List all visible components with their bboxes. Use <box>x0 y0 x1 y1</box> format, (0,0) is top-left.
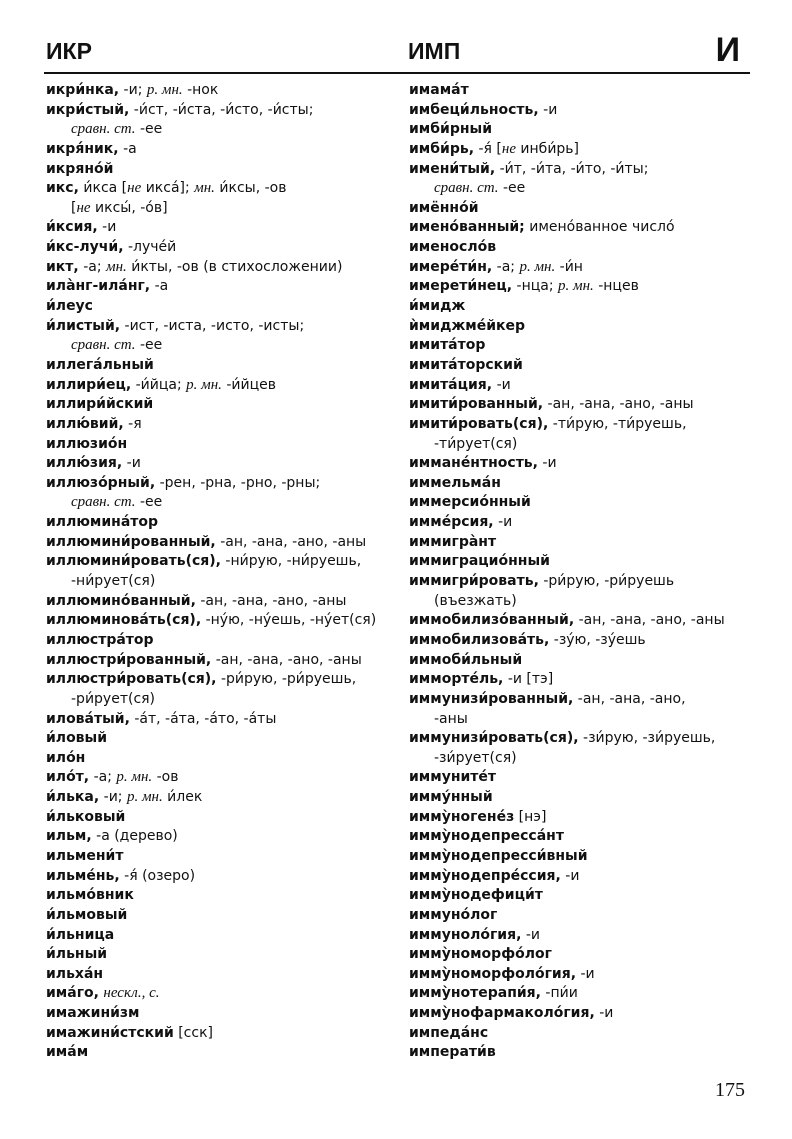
entry-line <box>409 199 725 219</box>
entry-line <box>46 356 376 376</box>
grammar-label: мн. <box>194 180 215 197</box>
entry-line <box>409 258 725 278</box>
entry-line <box>409 847 725 867</box>
headword: и́льница <box>46 926 115 943</box>
entry-text: -и́йца; <box>131 376 187 393</box>
entry-line <box>46 592 376 612</box>
entry-text: -ее <box>135 121 163 138</box>
entry-text: -и <box>521 926 541 943</box>
entry-line <box>46 297 376 317</box>
entry-line <box>409 101 725 121</box>
entry-line <box>409 670 725 690</box>
entry-line <box>409 395 725 415</box>
entry-continuation-line <box>46 493 376 513</box>
entry-text: -и́н <box>555 258 583 275</box>
entry-line <box>409 631 725 651</box>
entry-line <box>46 631 376 651</box>
grammar-label: сравн. ст. <box>71 121 136 138</box>
entry-line <box>46 101 376 121</box>
entry-line <box>46 218 376 238</box>
entry-line <box>409 474 725 494</box>
grammar-label: не <box>501 140 516 157</box>
entry-text: -я́ (озеро) <box>119 867 196 884</box>
entry-line <box>409 1024 725 1044</box>
headword: имено́ванный; <box>409 219 525 236</box>
headword: ильм, <box>46 828 92 845</box>
entry-continuation-line <box>409 179 725 199</box>
entry-text: -а; <box>492 258 520 275</box>
headword: и́листый, <box>46 317 121 334</box>
headword: иммуните́т <box>409 769 497 786</box>
entry-continuation-line <box>46 199 376 219</box>
grammar-label: сравн. ст. <box>434 180 499 197</box>
headword: и́ловый <box>46 730 108 747</box>
entry-text: -ну́ю, -ну́ешь, -ну́ет(ся) <box>201 612 377 629</box>
headword: импеда́нс <box>409 1024 489 1041</box>
headword: иллюзио́н <box>46 435 128 452</box>
headword: имита́тор <box>409 337 486 354</box>
entry-line <box>46 238 376 258</box>
entry-text: -ри́рую, -ри́руешь, <box>216 671 357 688</box>
headword: ильме́нь, <box>46 867 120 884</box>
headword: иллюмини́ровать(ся), <box>46 553 221 570</box>
entry-continuation-line <box>409 592 725 612</box>
entry-text: -ни́рую, -ни́руешь, <box>220 553 362 570</box>
headword: иллюмино́ванный, <box>46 592 196 609</box>
entry-line <box>409 317 725 337</box>
entry-line <box>409 651 725 671</box>
entry-line <box>409 277 725 297</box>
entry-text: [ <box>71 199 77 216</box>
entry-line <box>46 435 376 455</box>
headword: иллири́йский <box>46 396 154 413</box>
headword: иммиграцио́нный <box>409 553 550 570</box>
entry-line <box>409 572 725 592</box>
entry-line <box>409 493 725 513</box>
headword: иммунизи́рованный, <box>409 690 574 707</box>
headword: и́мидж <box>409 298 466 315</box>
entry-continuation-line <box>46 572 376 592</box>
headword: икри́стый, <box>46 101 130 118</box>
headword: иллюзо́рный, <box>46 474 156 491</box>
entry-line <box>409 1004 725 1024</box>
entry-line <box>409 768 725 788</box>
entry-text: -зи́рую, -зи́руешь, <box>578 730 716 747</box>
entry-line <box>409 611 725 631</box>
entry-text: -ан, -ана, -ано, -аны <box>211 651 362 668</box>
entry-line <box>409 376 725 396</box>
headword: иммобилизо́ванный, <box>409 612 575 629</box>
entry-text: -зу́ю, -зу́ешь <box>549 631 646 648</box>
entry-text: -аны <box>434 710 468 727</box>
entry-line <box>409 808 725 828</box>
grammar-label: сравн. ст. <box>71 494 136 511</box>
headword: икряно́й <box>46 160 114 177</box>
entry-line <box>409 336 725 356</box>
entry-text: -и́йцев <box>221 376 276 393</box>
entry-text: -нца; <box>512 278 558 295</box>
entry-text: -ов <box>152 769 179 786</box>
entry-text: [cск] <box>173 1024 213 1041</box>
headword: имита́торский <box>409 356 523 373</box>
grammar-label: не <box>76 199 91 216</box>
entry-text: -нок <box>182 82 219 98</box>
entry-text: -ее <box>135 337 163 354</box>
entry-text: -и <box>537 455 557 472</box>
headword: иммỳнофармаколо́гия, <box>409 1005 595 1022</box>
entry-line <box>409 81 725 101</box>
headword: има́го, <box>46 985 99 1002</box>
entry-line <box>409 140 725 160</box>
headword: иллега́льный <box>46 356 154 373</box>
entry-line <box>409 120 725 140</box>
grammar-label: р. мн. <box>558 278 594 295</box>
entry-text: -и [тэ] <box>503 671 554 688</box>
headword: иллю́зия, <box>46 455 123 472</box>
headword: имере́ти́н, <box>409 258 493 275</box>
headword: иммỳнотерапи́я, <box>409 985 541 1002</box>
headword: ильха́н <box>46 965 104 982</box>
entry-line <box>409 886 725 906</box>
entry-text: -я́ [ <box>474 140 502 157</box>
headword: иммỳноморфоло́гия, <box>409 965 577 982</box>
headword: иммобилизова́ть, <box>409 631 550 648</box>
entry-line <box>46 1004 376 1024</box>
entry-text: -зи́рует(ся) <box>434 749 517 766</box>
entry-line <box>46 926 376 946</box>
left-guide-word: ИКР <box>46 38 92 64</box>
entry-line <box>46 984 376 1004</box>
headword: иммỳнодепресса́нт <box>409 828 564 845</box>
headword: иммỳногене́з <box>409 808 515 825</box>
headword: имажини́зм <box>46 1005 140 1022</box>
entry-line <box>46 886 376 906</box>
entry-text: -и <box>492 376 511 393</box>
headword: иллюстри́рованный, <box>46 651 212 668</box>
grammar-label: сравн. ст. <box>71 337 136 354</box>
headword: иллири́ец, <box>46 376 132 393</box>
entry-line <box>409 552 725 572</box>
entry-text: -ри́рую, -ри́руешь <box>538 573 675 590</box>
entry-line <box>409 513 725 533</box>
headword: иммỳнодефици́т <box>409 887 543 904</box>
entry-text: -ее <box>135 494 163 511</box>
headword: иллюмини́рованный, <box>46 533 216 550</box>
entry-line <box>409 965 725 985</box>
entry-line <box>409 356 725 376</box>
entry-line <box>46 317 376 337</box>
entry-continuation-line <box>46 336 376 356</box>
right-column <box>409 81 725 1063</box>
headword: и́льмовый <box>46 906 128 923</box>
headword: икри́нка, <box>46 82 120 98</box>
headword: имени́тый, <box>409 160 496 177</box>
page-number: 175 <box>715 1079 745 1101</box>
headword: имити́рованный, <box>409 396 544 413</box>
entry-line <box>409 218 725 238</box>
headword: иммунизи́ровать(ся), <box>409 730 579 747</box>
entry-text: -нцев <box>593 278 639 295</box>
entry-continuation-line <box>409 749 725 769</box>
entry-line <box>409 454 725 474</box>
entry-text: -и <box>594 1005 614 1022</box>
entry-text: -и <box>122 455 141 472</box>
entry-line <box>409 906 725 926</box>
entry-text: и́кты, -ов (в стихосложении) <box>126 258 343 275</box>
entry-text: -а́т, -а́та, -а́то, -а́ты <box>129 710 277 727</box>
headword: ило́н <box>46 749 86 766</box>
headword: иммигра̀нт <box>409 533 497 550</box>
grammar-label: р. мн. <box>186 376 222 393</box>
entry-text: -ан, -ана, -ано, <box>573 690 686 707</box>
headword: ѝмиджме́йкер <box>409 317 526 334</box>
entry-line <box>46 808 376 828</box>
headword: имме́рсия, <box>409 514 494 531</box>
entry-line <box>409 160 725 180</box>
entry-line <box>46 867 376 887</box>
entry-text: икса́]; <box>141 180 195 197</box>
grammar-label: нескл., с. <box>103 985 160 1002</box>
headword: иммýнный <box>409 789 493 806</box>
entry-text: -а <box>118 140 137 157</box>
entry-line <box>409 867 725 887</box>
entry-text: -пи́и <box>540 985 578 1002</box>
entry-text: -ан, -ана, -ано, -аны <box>215 533 367 550</box>
headword: иммигри́ровать, <box>409 573 539 590</box>
headword: икря́ник, <box>46 140 119 157</box>
entry-text: инби́рь] <box>515 140 580 157</box>
headword: иллюстра́тор <box>46 631 154 648</box>
entry-line <box>409 533 725 553</box>
entry-line <box>46 847 376 867</box>
headword: ильмо́вник <box>46 887 134 904</box>
entry-line <box>409 984 725 1004</box>
entry-text: имено́ванное число́ <box>524 219 675 236</box>
grammar-label: не <box>127 180 142 197</box>
entry-line <box>46 827 376 847</box>
headword: има́м <box>46 1044 89 1061</box>
entry-text: -ее <box>498 180 526 197</box>
headword: имити́ровать(ся), <box>409 415 549 432</box>
entry-text: -а; <box>78 258 106 275</box>
entry-line <box>46 788 376 808</box>
entry-line <box>46 179 376 199</box>
entry-line <box>409 729 725 749</box>
headword: и́ксия, <box>46 219 98 236</box>
entry-text: -и́т, -и́та, -и́то, -и́ты; <box>495 160 649 177</box>
entry-line <box>46 533 376 553</box>
headword: ильмени́т <box>46 847 124 864</box>
entry-line <box>46 768 376 788</box>
entry-line <box>46 140 376 160</box>
entry-line <box>409 238 725 258</box>
entry-text: -и́ст, -и́ста, -и́сто, -и́сты; <box>129 101 314 118</box>
headword: и́льковый <box>46 808 126 825</box>
headword: имажини́стский <box>46 1024 174 1041</box>
headword: иллюмина́тор <box>46 514 159 531</box>
entry-line <box>46 670 376 690</box>
headword: иммане́нтность, <box>409 455 538 472</box>
headword: императи́в <box>409 1044 496 1061</box>
entry-line <box>46 945 376 965</box>
entry-text: [нэ] <box>514 808 547 825</box>
headword: иммуноло́гия, <box>409 926 522 943</box>
entry-text: иксы́, -о́в] <box>90 199 168 216</box>
headword: имби́рный <box>409 121 493 138</box>
headword: иммортéль, <box>409 671 504 688</box>
headword: икс, <box>46 180 79 197</box>
headword: имби́рь, <box>409 140 475 157</box>
headword: иммельма́н <box>409 474 501 491</box>
headword: и́кс-лучи́, <box>46 239 124 256</box>
entry-line <box>409 690 725 710</box>
headword: иммỳнодепресси́вный <box>409 847 588 864</box>
entry-text: -и; <box>119 82 147 98</box>
headword: ило́т, <box>46 769 90 786</box>
entry-line <box>46 611 376 631</box>
headword: иммуно́лог <box>409 906 498 923</box>
headword: иллю́вий, <box>46 415 124 432</box>
entry-line <box>46 749 376 769</box>
headword: иммоби́льный <box>409 651 523 668</box>
entry-text: и́лек <box>162 789 203 806</box>
entry-line <box>409 788 725 808</box>
entry-text: -и <box>97 219 117 236</box>
entry-text: -я <box>123 415 142 432</box>
entry-text: и́ксы, -ов <box>214 180 287 197</box>
entry-text: -а <box>150 278 169 295</box>
entry-line <box>46 395 376 415</box>
entry-text: -ри́рует(ся) <box>71 690 156 707</box>
entry-continuation-line <box>409 710 725 730</box>
entry-line <box>409 926 725 946</box>
entry-text: -а (дерево) <box>91 828 178 845</box>
headword: иммỳноморфо́лог <box>409 946 552 963</box>
entry-text: -и <box>560 867 580 884</box>
headword: иммерсио́нный <box>409 494 531 511</box>
entry-text: -и; <box>99 789 127 806</box>
entry-line <box>46 160 376 180</box>
header-rule <box>44 72 750 74</box>
entry-line <box>46 651 376 671</box>
entry-text: -ист, -иста, -исто, -исты; <box>120 317 305 334</box>
entry-line <box>46 277 376 297</box>
left-column <box>46 81 376 1063</box>
entry-continuation-line <box>46 690 376 710</box>
headword: илова́тый, <box>46 710 130 727</box>
entry-line <box>46 474 376 494</box>
entry-text: -ти́рует(ся) <box>434 435 518 452</box>
entry-line <box>409 827 725 847</box>
entry-line <box>46 258 376 278</box>
entry-line <box>409 945 725 965</box>
entry-text: -и <box>538 101 558 118</box>
entry-line <box>409 1043 725 1063</box>
entry-text: -а; <box>89 769 117 786</box>
entry-text: -ти́рую, -ти́руешь, <box>548 415 687 432</box>
entry-line <box>46 81 376 101</box>
headword: ила̀нг-ила́нг, <box>46 278 151 295</box>
grammar-label: р. мн. <box>146 82 183 98</box>
entry-line <box>46 729 376 749</box>
grammar-label: мн. <box>106 258 127 275</box>
entry-text: -рен, -рна, -рно, -рны; <box>155 474 321 491</box>
headword: имбеци́льность, <box>409 101 539 118</box>
headword: и́леус <box>46 298 93 315</box>
entry-text: -и <box>493 514 513 531</box>
entry-text: -ан, -ана, -ано, -аны <box>574 612 725 629</box>
headword: имерети́нец, <box>409 278 513 295</box>
headword: иллюминова́ть(ся), <box>46 612 202 629</box>
headword: именосло́в <box>409 239 497 256</box>
entry-text: и́кса [ <box>78 180 128 197</box>
headword: и́лька, <box>46 789 100 806</box>
entry-line <box>46 376 376 396</box>
entry-line <box>409 297 725 317</box>
entry-text: (въезжать) <box>434 592 517 609</box>
entry-line <box>46 415 376 435</box>
headword: иммỳнодепре́ссия, <box>409 867 561 884</box>
entry-line <box>409 415 725 435</box>
entry-text: -луче́й <box>123 239 177 256</box>
headword: имита́ция, <box>409 376 493 393</box>
grammar-label: р. мн. <box>126 789 163 806</box>
entry-line <box>46 1043 376 1063</box>
entry-line <box>46 906 376 926</box>
entry-text: -ни́рует(ся) <box>71 573 156 590</box>
right-guide-word: ИМП <box>408 38 461 64</box>
entry-text: -ан, -ана, -ано, -аны <box>543 396 694 413</box>
entry-line <box>46 1024 376 1044</box>
headword: иллюстри́ровать(ся), <box>46 671 217 688</box>
entry-line <box>46 513 376 533</box>
grammar-label: р. мн. <box>116 769 153 786</box>
section-letter: И <box>715 31 740 69</box>
entry-continuation-line <box>46 120 376 140</box>
headword: и́льный <box>46 946 108 963</box>
entry-line <box>46 965 376 985</box>
entry-continuation-line <box>409 435 725 455</box>
entry-text: -и <box>576 965 595 982</box>
entry-line <box>46 710 376 730</box>
entry-line <box>46 552 376 572</box>
entry-line <box>46 454 376 474</box>
headword: имённо́й <box>409 199 479 216</box>
grammar-label: р. мн. <box>519 258 556 275</box>
entry-text: -ан, -ана, -ано, -аны <box>195 592 347 609</box>
headword: икт, <box>46 258 79 275</box>
headword: имама́т <box>409 82 469 98</box>
